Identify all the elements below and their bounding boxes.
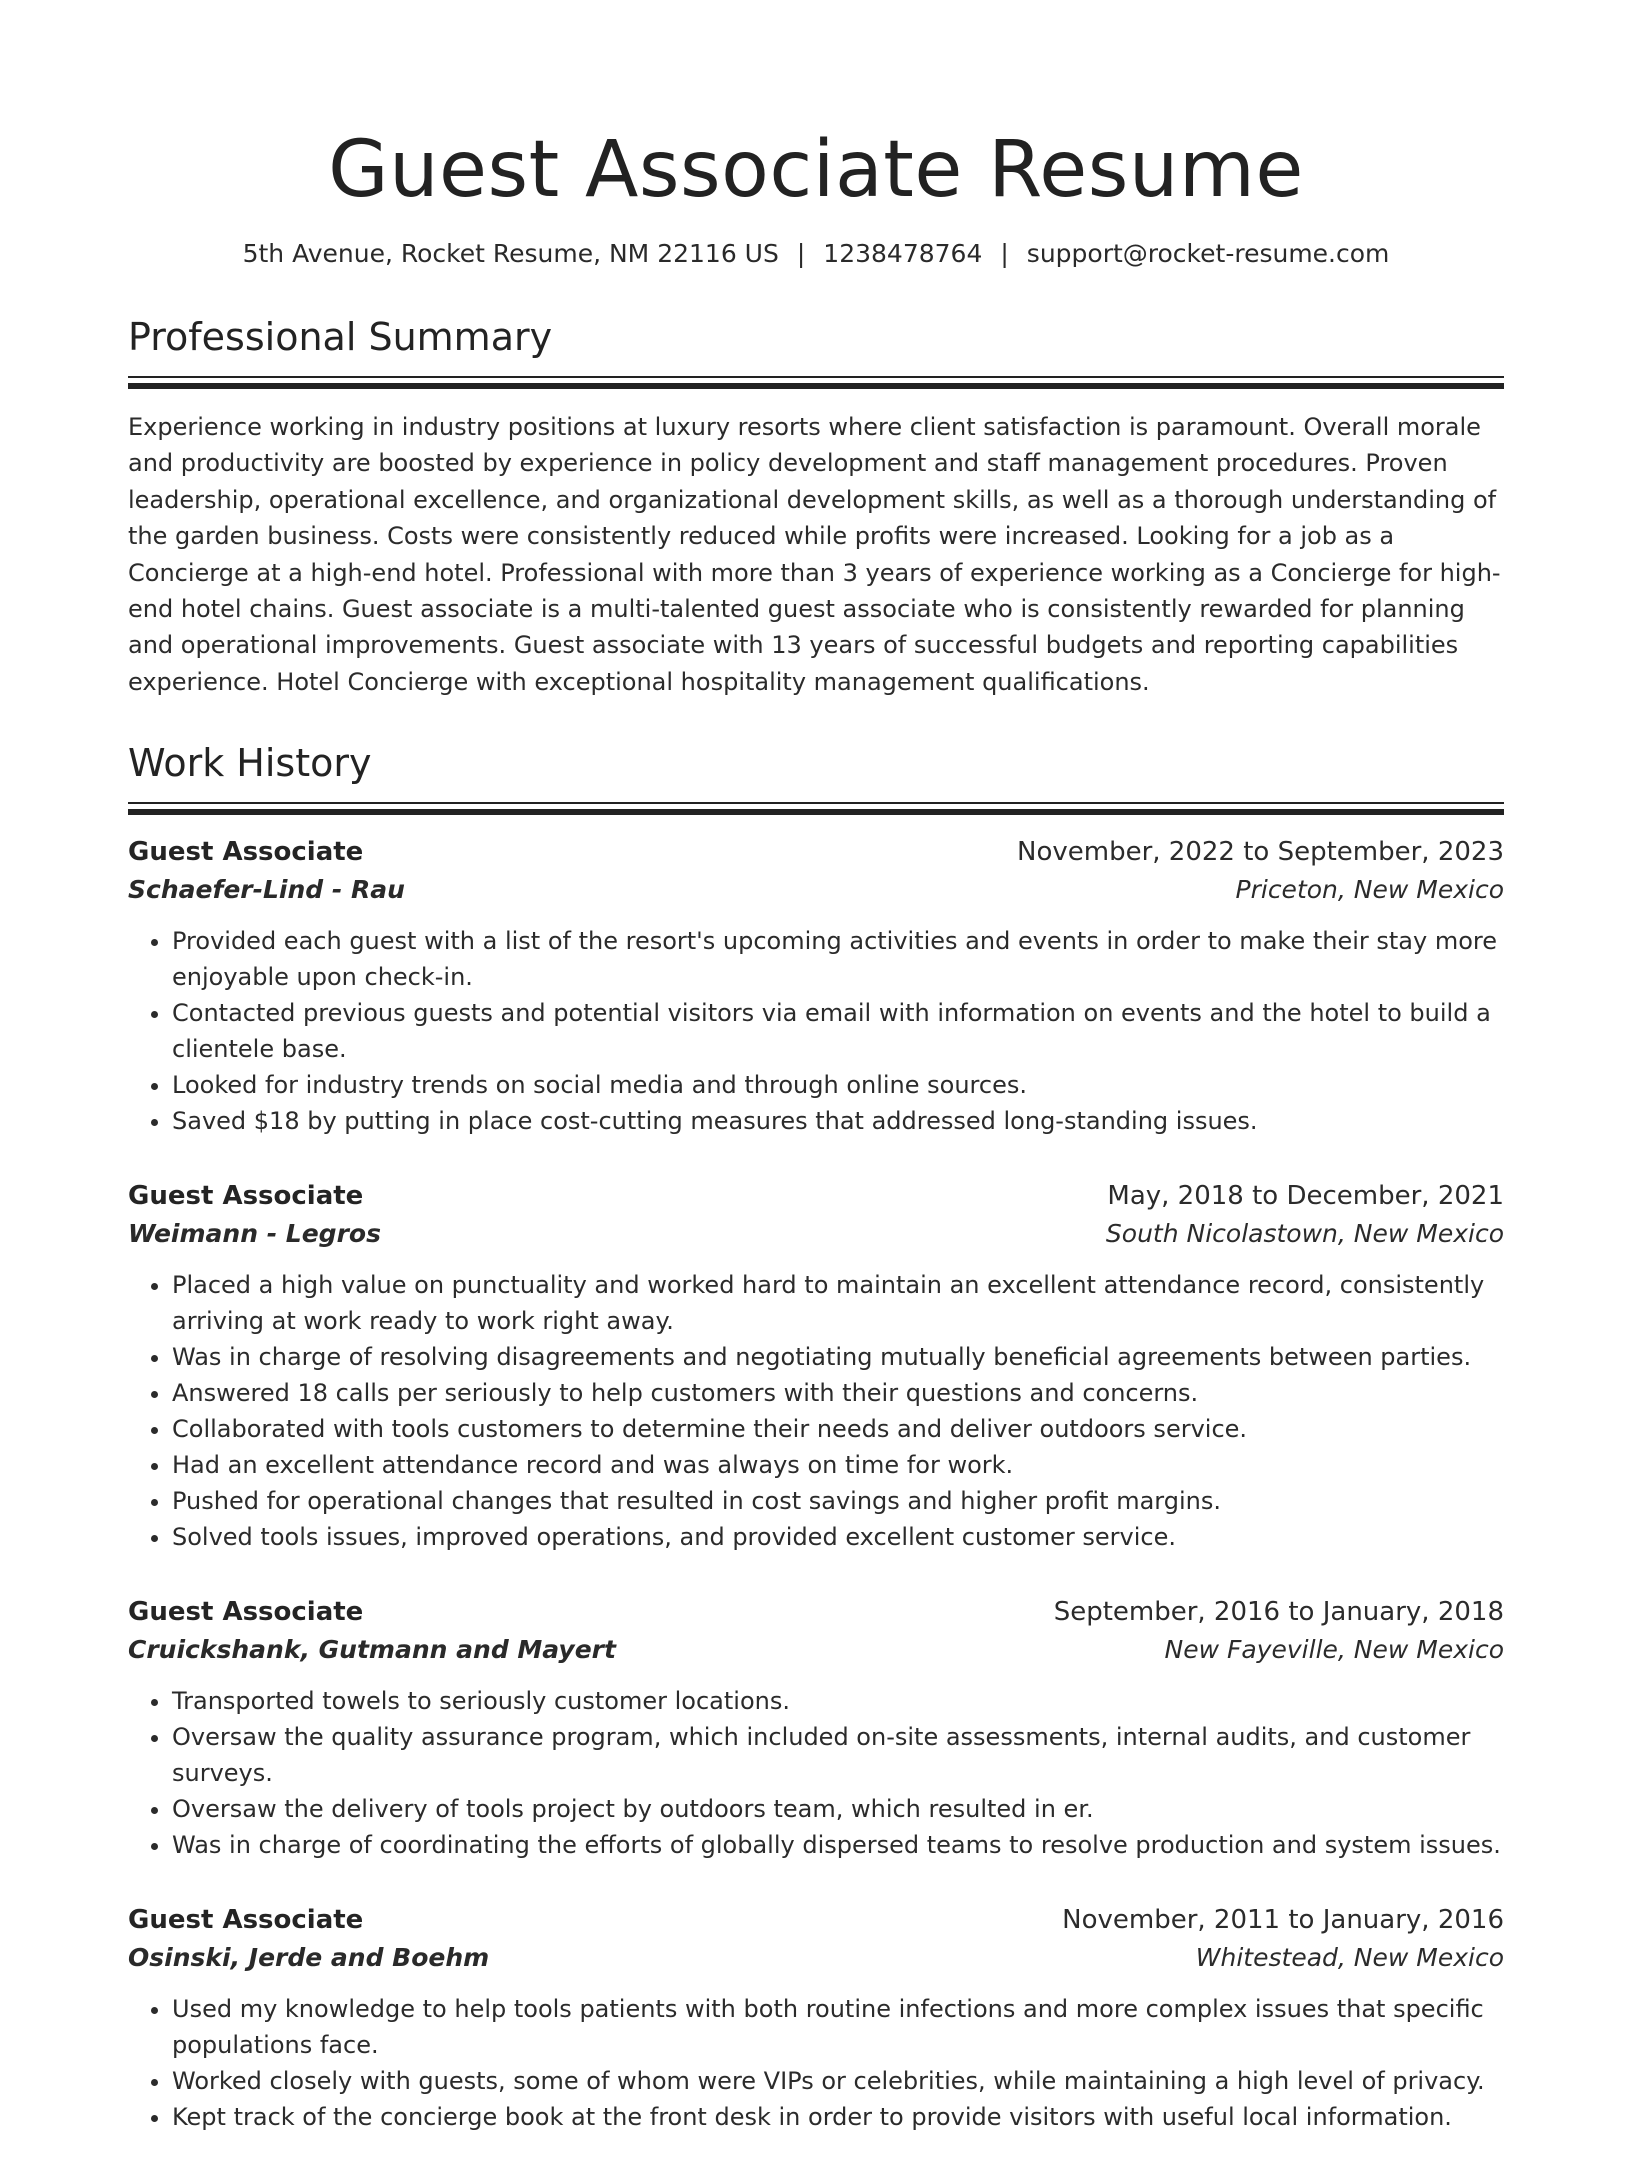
section-heading-work: Work History	[128, 741, 372, 786]
contact-separator: |	[1000, 239, 1009, 268]
job-bullet: • Answered 18 calls per seriously to help customers with their questions and concerns.	[172, 1375, 1504, 1411]
resume-title: Guest Associate Resume	[328, 125, 1304, 215]
job-header	[128, 833, 1504, 871]
job-bullet: • Used my knowledge to help tools patients with both routine infections and more complex issues that specific populations face.	[172, 1991, 1504, 2063]
job-bullet: • Looked for industry trends on social media and through online sources.	[172, 1067, 1504, 1103]
job-bullet: • Had an excellent attendance record and was always on time for work.	[172, 1447, 1504, 1483]
job-subheader	[128, 871, 1504, 909]
job-location: New Fayeville, New Mexico	[1164, 1635, 1504, 1665]
job-location: Whitestead, New Mexico	[1195, 1943, 1504, 1973]
job-subheader	[128, 1631, 1504, 1669]
work-history-section	[128, 738, 1504, 2135]
job-bullet: • Saved $18 by putting in place cost-cutting measures that addressed long-standing issues.	[172, 1103, 1504, 1139]
job-subheader	[128, 1215, 1504, 1253]
contact-separator: |	[796, 239, 806, 268]
job-company: Schaefer-Lind - Rau	[128, 875, 405, 905]
job-bullets	[128, 1267, 1504, 1555]
job-bullet: • Contacted previous guests and potential visitors via email with information on events and the hotel to build a clientele base.	[172, 995, 1504, 1067]
job-location: Priceton, New Mexico	[1235, 875, 1504, 905]
job-dates: September, 2016 to January, 2018	[1053, 1597, 1504, 1628]
section-rule	[128, 376, 1504, 378]
job-bullet: • Placed a high value on punctuality and worked hard to maintain an excellent attendance record, consistently arriving at work ready to work right away.	[172, 1267, 1504, 1339]
contact-address: 5th Avenue, Rocket Resume, NM 22116 US	[242, 239, 779, 268]
job-title: Guest Associate	[128, 1905, 364, 1936]
job-company: Cruickshank, Gutmann and Mayert	[128, 1635, 616, 1665]
job-list	[128, 833, 1504, 2135]
job-dates: May, 2018 to December, 2021	[1107, 1181, 1504, 1212]
contact-email: support@rocket-resume.com	[1026, 239, 1390, 268]
contact-line	[128, 238, 1504, 270]
job-bullet: • Solved tools issues, improved operations, and provided excellent customer service.	[172, 1519, 1504, 1555]
job-dates: November, 2022 to September, 2023	[1017, 837, 1504, 868]
job-entry	[128, 1177, 1504, 1555]
job-bullet: • Oversaw the quality assurance program, which included on-site assessments, internal audits, and customer surveys.	[172, 1719, 1504, 1791]
job-bullets	[128, 923, 1504, 1139]
job-bullet: • Was in charge of resolving disagreements and negotiating mutually beneficial agreements between parties.	[172, 1339, 1504, 1375]
job-bullet: • Provided each guest with a list of the resort's upcoming activities and events in order to make their stay more enjoyable upon check-in.	[172, 923, 1504, 995]
section-heading-summary: Professional Summary	[128, 315, 553, 359]
job-header	[128, 1593, 1504, 1631]
job-company: Weimann - Legros	[128, 1219, 381, 1249]
professional-summary-section	[128, 312, 1504, 700]
job-bullet: • Was in charge of coordinating the efforts of globally dispersed teams to resolve production and system issues.	[172, 1827, 1504, 1863]
job-subheader	[128, 1939, 1504, 1977]
job-bullet: • Kept track of the concierge book at the front desk in order to provide visitors with useful local information.	[172, 2099, 1504, 2135]
job-entry	[128, 1901, 1504, 2135]
section-rule-thick	[128, 809, 1504, 815]
job-header	[128, 1901, 1504, 1939]
section-rule-thick	[128, 383, 1504, 389]
job-bullet: • Collaborated with tools customers to determine their needs and deliver outdoors service.	[172, 1411, 1504, 1447]
job-bullet: • Worked closely with guests, some of whom were VIPs or celebrities, while maintaining a high level of privacy.	[172, 2063, 1504, 2099]
job-bullets	[128, 1991, 1504, 2135]
job-title: Guest Associate	[128, 1597, 364, 1628]
section-rule	[128, 802, 1504, 804]
contact-phone: 1238478764	[823, 239, 983, 268]
job-title: Guest Associate	[128, 1181, 364, 1212]
resume-page	[128, 0, 1504, 2173]
job-bullet: • Transported towels to seriously customer locations.	[172, 1683, 1504, 1719]
job-bullet: • Oversaw the delivery of tools project by outdoors team, which resulted in er.	[172, 1791, 1504, 1827]
job-entry	[128, 1593, 1504, 1863]
job-bullet: • Pushed for operational changes that resulted in cost savings and higher profit margins.	[172, 1483, 1504, 1519]
job-bullets	[128, 1683, 1504, 1863]
job-company: Osinski, Jerde and Boehm	[128, 1943, 490, 1973]
job-entry	[128, 833, 1504, 1139]
summary-text: Experience working in industry positions at luxury resorts where client satisfaction is paramount. Overall morale and productivity are boosted by experience in policy development and staff management procedures. Proven leadership, operational excellence, and organizational development skills, as well as a thorough understanding of the garden business. Costs were consistently reduced while profits were increased. Looking for a job as a Concierge at a high-end hotel. Professional with more than 3 years of experience working as a Concierge for high-end hotel chains. Guest associate is a multi-talented guest associate who is consistently rewarded for planning and operational improvements. Guest associate with 13 years of successful budgets and reporting capabilities experience. Hotel Concierge with exceptional hospitality management qualifications.	[128, 413, 1501, 696]
job-header	[128, 1177, 1504, 1215]
job-title: Guest Associate	[128, 837, 364, 868]
job-location: South Nicolastown, New Mexico	[1105, 1219, 1504, 1249]
job-dates: November, 2011 to January, 2016	[1062, 1905, 1504, 1936]
